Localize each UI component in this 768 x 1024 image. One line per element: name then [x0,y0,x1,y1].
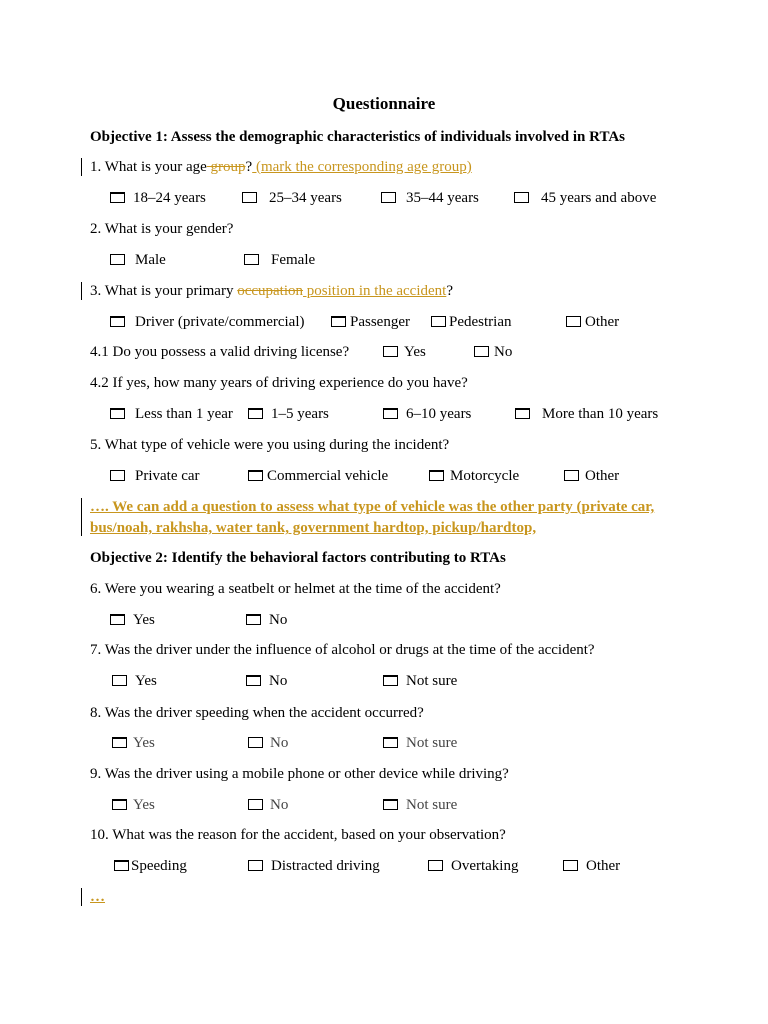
option-label: Other [585,314,620,330]
q7-option-no[interactable] [246,671,287,691]
checkbox[interactable] [381,192,396,203]
checkbox[interactable] [383,346,398,357]
q42-option-2[interactable] [248,404,329,424]
q1-option-2[interactable] [242,188,342,208]
question-4-1: 4.1 Do you possess a valid driving license? [90,344,350,360]
q9-option-not-sure[interactable] [383,795,457,815]
checkbox[interactable] [110,192,125,203]
q3-option-passenger[interactable] [331,312,410,332]
option-label: No [270,797,289,813]
option-label: No [269,612,288,628]
q10-option-speeding[interactable] [114,856,187,876]
checkbox[interactable] [566,316,581,327]
q5-option-motorcycle[interactable] [429,466,519,486]
checkbox[interactable] [244,254,259,265]
checkbox[interactable] [383,799,398,810]
change-bar [81,888,82,906]
change-bar [81,158,82,176]
option-label: Other [585,468,620,484]
checkbox[interactable] [248,860,263,871]
q5-option-other[interactable] [564,466,619,486]
checkbox[interactable] [383,737,398,748]
option-label: Male [135,252,166,268]
checkbox[interactable] [112,675,127,686]
q7-option-not-sure[interactable] [383,671,457,691]
question-2: 2. What is your gender? [90,221,234,237]
comment-line-2: bus/noah, rakhsha, water tank, government hardtop, pickup/hardtop, [90,520,537,536]
question-3-text: 3. What is your primary [90,283,238,299]
q1-option-4[interactable] [514,188,656,208]
option-label: No [269,673,288,689]
checkbox[interactable] [246,614,261,625]
checkbox[interactable] [515,408,530,419]
reviewer-comment [90,497,690,539]
q9-option-yes[interactable] [112,795,155,815]
checkbox[interactable] [242,192,257,203]
question-6: 6. Were you wearing a seatbelt or helmet at the time of the accident? [90,581,501,597]
q10-option-distracted[interactable] [248,856,380,876]
q10-option-other[interactable] [563,856,620,876]
q41-option-no[interactable] [474,342,512,362]
checkbox[interactable] [428,860,443,871]
q1-option-3[interactable] [381,188,479,208]
question-4-2: 4.2 If yes, how many years of driving experience do you have? [90,375,468,391]
checkbox[interactable] [383,408,398,419]
q5-option-private-car[interactable] [110,466,200,486]
checkbox[interactable] [474,346,489,357]
checkbox[interactable] [110,614,125,625]
option-label: 1–5 years [271,406,329,422]
option-label: Private car [135,468,200,484]
question-8: 8. Was the driver speeding when the accident occurred? [90,705,424,721]
checkbox[interactable] [246,675,261,686]
checkbox[interactable] [110,254,125,265]
checkbox[interactable] [112,799,127,810]
q8-option-yes[interactable] [112,733,155,753]
q6-option-no[interactable] [246,610,287,630]
change-bar [81,282,82,300]
option-label: Yes [135,673,157,689]
q42-option-4[interactable] [515,404,658,424]
q3-option-pedestrian[interactable] [431,312,511,332]
checkbox[interactable] [248,737,263,748]
q8-option-no[interactable] [248,733,288,753]
q42-option-3[interactable] [383,404,471,424]
checkbox[interactable] [112,737,127,748]
option-label: Motorcycle [450,468,520,484]
change-bar [81,498,82,536]
option-label: Passenger [350,314,410,330]
objective-2-heading: Objective 2: Identify the behavioral factors contributing to RTAs [90,550,506,566]
option-label: Overtaking [451,858,519,874]
page-title: Questionnaire [332,94,436,113]
question-3 [90,281,453,301]
option-label: Not sure [406,673,458,689]
tracked-insertion: position in the accident [303,283,447,299]
option-label: No [494,344,513,360]
tracked-deletion: group [206,159,246,175]
option-label: Not sure [406,797,458,813]
q5-option-commercial[interactable] [248,466,388,486]
checkbox[interactable] [114,860,129,871]
option-label: Yes [133,735,155,751]
checkbox[interactable] [248,408,263,419]
checkbox[interactable] [564,470,579,481]
q7-option-yes[interactable] [112,671,157,691]
checkbox[interactable] [248,470,263,481]
q2-option-female[interactable] [244,250,315,270]
q3-option-other[interactable] [566,312,619,332]
option-label: 45 years and above [541,190,657,206]
question-10: 10. What was the reason for the accident, based on your observation? [90,827,506,843]
option-label: Driver (private/commercial) [135,314,305,330]
checkbox[interactable] [429,470,444,481]
tracked-deletion: occupation [237,283,304,299]
tracked-insertion: (mark the corresponding age group) [252,159,472,175]
q9-option-no[interactable] [248,795,288,815]
option-label: 6–10 years [406,406,472,422]
checkbox[interactable] [110,408,125,419]
q3-option-driver[interactable] [110,312,305,332]
question-1-text: 1. What is your age [90,159,207,175]
q2-option-male[interactable] [110,250,166,270]
option-label: Yes [404,344,426,360]
option-label: Other [586,858,621,874]
q42-option-1[interactable] [110,404,233,424]
objective-1-heading: Objective 1: Assess the demographic characteristics of individuals involved in RTAs [90,129,626,145]
q41-option-yes[interactable] [383,342,426,362]
option-label: Less than 1 year [135,406,233,422]
checkbox[interactable] [514,192,529,203]
option-label: 25–34 years [269,190,342,206]
checkbox[interactable] [110,316,125,327]
checkbox[interactable] [563,860,578,871]
option-label: More than 10 years [542,406,659,422]
checkbox[interactable] [248,799,263,810]
option-label: Female [271,252,316,268]
question-9: 9. Was the driver using a mobile phone or other device while driving? [90,766,509,782]
checkbox[interactable] [383,675,398,686]
checkbox[interactable] [331,316,346,327]
question-7: 7. Was the driver under the influence of alcohol or drugs at the time of the accident? [90,642,595,658]
comment-line-1: …. We can add a question to assess what type of vehicle was the other party (private car, [90,499,655,515]
question-mark: ? [245,159,253,175]
trailing-ellipsis: … [90,889,105,905]
option-label: Commercial vehicle [267,468,389,484]
option-label: Not sure [406,735,458,751]
option-label: Yes [133,797,155,813]
option-label: 18–24 years [133,190,206,206]
checkbox[interactable] [431,316,446,327]
question-5: 5. What type of vehicle were you using during the incident? [90,437,450,453]
option-label: Yes [133,612,155,628]
option-label: Pedestrian [449,314,512,330]
q1-option-1[interactable] [110,188,206,208]
option-label: 35–44 years [406,190,479,206]
q8-option-not-sure[interactable] [383,733,457,753]
q6-option-yes[interactable] [110,610,155,630]
question-1 [90,157,472,177]
checkbox[interactable] [110,470,125,481]
option-label: Distracted driving [271,858,380,874]
q10-option-overtaking[interactable] [428,856,518,876]
option-label: Speeding [131,858,187,874]
option-label: No [270,735,289,751]
question-mark: ? [446,283,453,299]
